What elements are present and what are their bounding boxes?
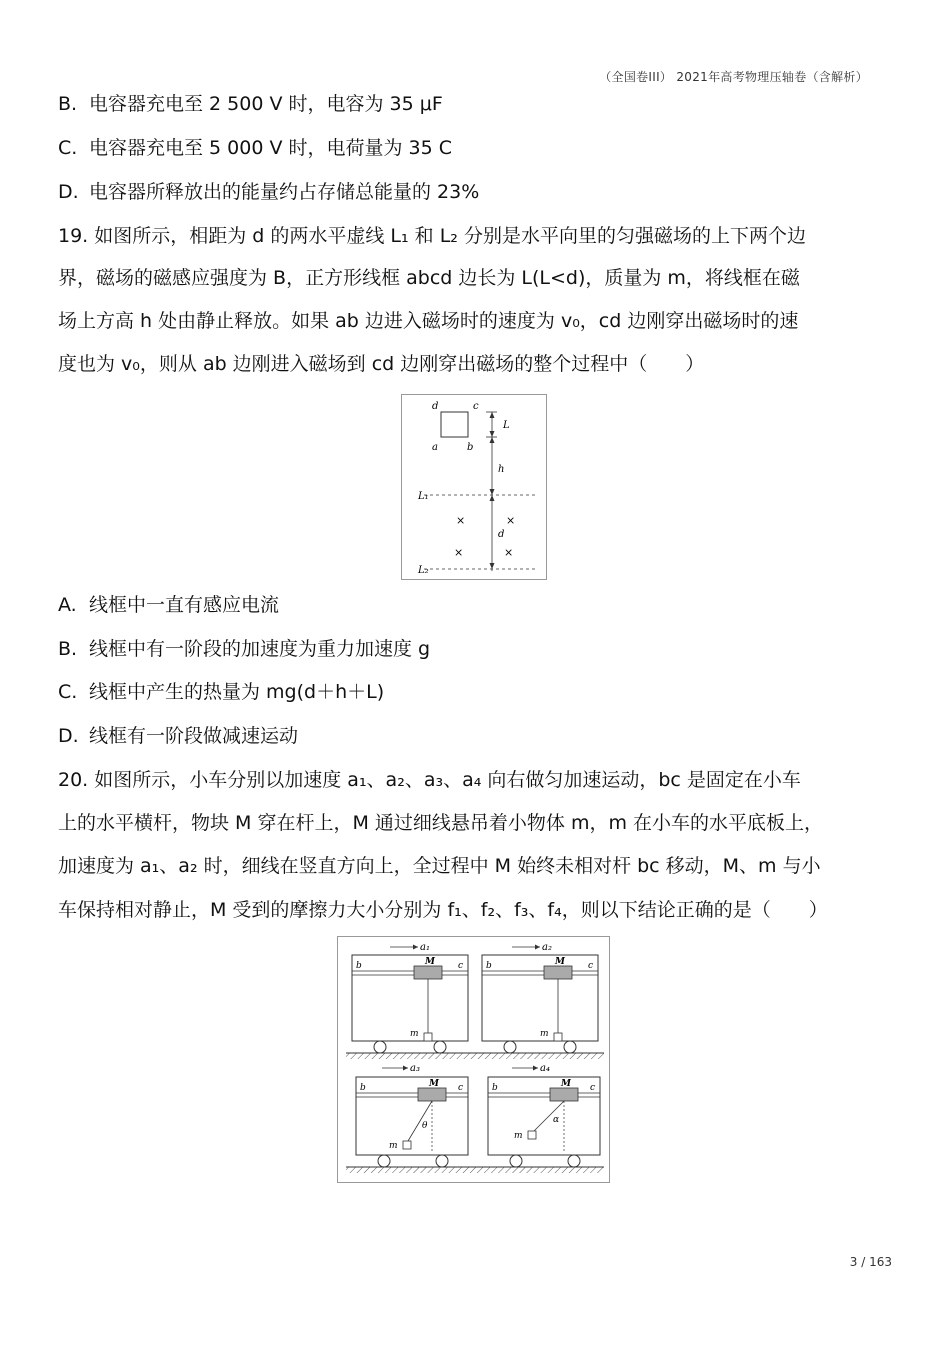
wheel [564, 1041, 576, 1053]
q20-stem-line-3: 加速度为 a₁、a₂ 时，细线在竖直方向上，全过程中 M 始终未相对杆 bc 移动，M、m 与小 [58, 855, 821, 877]
page-number: 3 / 163 [849, 1255, 892, 1269]
acceleration-label: a₄ [540, 1063, 550, 1074]
q18-option-d [58, 180, 479, 204]
wheel [568, 1155, 580, 1167]
q20-stem-line-1: 20. 如图所示，小车分别以加速度 a₁、a₂、a₃、a₄ 向右做匀加速运动，bc 是固定在小车 [58, 769, 801, 791]
option-letter: B. [58, 93, 78, 115]
cart-panel-2 [482, 942, 598, 1053]
arrow-up-icon [490, 495, 495, 501]
q20-stem-line-2: 上的水平横杆，物块 M 穿在杆上，M 通过细线悬吊着小物体 m，m 在小车的水平底板上， [58, 812, 824, 834]
cart-diagrams [338, 937, 609, 1182]
alpha-label: α [553, 1115, 560, 1125]
option-text: 线框有一阶段做减速运动 [89, 725, 299, 747]
q19-option-d [58, 724, 298, 748]
acceleration-label: a₃ [410, 1063, 420, 1074]
option-text: 电容器充电至 2 500 V 时，电容为 35 μF [89, 93, 443, 115]
wheel [436, 1155, 448, 1167]
option-letter: D. [58, 725, 79, 747]
arrow-right-icon [535, 945, 540, 950]
square-loop [441, 412, 468, 437]
q19-option-a [58, 593, 279, 617]
L1-label: L₁ [418, 491, 429, 502]
field-cross-mark: × [504, 546, 514, 559]
block-M [414, 966, 442, 979]
option-text: 电容器所释放出的能量约占存储总能量的 23% [89, 181, 480, 203]
arrow-down-icon [490, 431, 495, 437]
M-label: M [429, 1079, 439, 1089]
option-text: 电容器充电至 5 000 V 时，电荷量为 35 C [89, 137, 453, 159]
arrow-up-icon [490, 437, 495, 443]
q20-stem-line-4: 车保持相对静止，M 受到的摩擦力大小分别为 f₁、f₂、f₃、f₄，则以下结论正确的是（ ） [58, 899, 828, 921]
block-M [418, 1088, 446, 1101]
option-text: 线框中产生的热量为 mg(d＋h＋L) [89, 681, 385, 703]
c-label: c [458, 1083, 464, 1093]
arrow-right-icon [403, 1066, 408, 1071]
field-cross-mark: × [506, 514, 516, 527]
b-label: b [360, 1083, 366, 1093]
cart-body [356, 1077, 468, 1155]
cart-panel-3 [356, 1063, 468, 1167]
wheel [374, 1041, 386, 1053]
option-letter: D. [58, 181, 79, 203]
q19-figure [401, 394, 547, 580]
block-M [550, 1088, 578, 1101]
wheel [504, 1041, 516, 1053]
arrow-down-icon [490, 489, 495, 495]
c-label: c [590, 1083, 596, 1093]
theta-label: θ [422, 1121, 428, 1131]
field-cross-mark: × [456, 514, 466, 527]
option-letter: C. [58, 681, 78, 703]
q18-option-b [58, 92, 443, 116]
q19-stem-line-1: 19. 如图所示，相距为 d 的两水平虚线 L₁ 和 L₂ 分别是水平向里的匀强磁场的上下两个边 [58, 225, 806, 247]
object-m [424, 1033, 432, 1041]
acceleration-label: a₂ [542, 942, 552, 953]
m-label: m [389, 1141, 398, 1151]
c-label: c [458, 961, 464, 971]
q19-option-c [58, 680, 384, 704]
L-label: L [503, 420, 510, 431]
ground-hatching [346, 1053, 604, 1059]
magnetic-field-diagram [402, 395, 546, 579]
h-label: h [498, 464, 505, 475]
option-text: 线框中有一阶段的加速度为重力加速度 g [89, 638, 431, 660]
q19-stem-line-4: 度也为 v₀，则从 ab 边刚进入磁场到 cd 边刚穿出磁场的整个过程中（ ） [58, 353, 705, 375]
option-letter: A. [58, 594, 77, 616]
string [534, 1101, 564, 1131]
corner-b-label: b [467, 442, 474, 453]
wheel [434, 1041, 446, 1053]
corner-d-label: d [432, 401, 439, 412]
wheel [378, 1155, 390, 1167]
q19-stem-line-2: 界，磁场的磁感应强度为 B，正方形线框 abcd 边长为 L(L<d)，质量为 m，将线框在磁 [58, 267, 800, 289]
m-label: m [410, 1029, 419, 1039]
q18-option-c [58, 136, 452, 160]
corner-c-label: c [473, 401, 479, 412]
arrow-down-icon [490, 563, 495, 569]
M-label: M [555, 957, 565, 967]
corner-a-label: a [432, 442, 438, 453]
option-text: 线框中一直有感应电流 [89, 594, 280, 616]
arrow-right-icon [533, 1066, 538, 1071]
cart-body [488, 1077, 600, 1155]
string [408, 1101, 432, 1141]
q20-figure [337, 936, 610, 1183]
document-header: （全国卷III） 2021年高考物理压轴卷（含解析） [599, 70, 868, 84]
block-M [544, 966, 572, 979]
arrow-right-icon [413, 945, 418, 950]
q19-stem-line-3: 场上方高 h 处由静止释放。如果 ab 边进入磁场时的速度为 v₀，cd 边刚穿出磁场时的速 [58, 310, 799, 332]
m-label: m [540, 1029, 549, 1039]
acceleration-label: a₁ [420, 942, 430, 953]
object-m [403, 1141, 411, 1149]
ground-hatching [346, 1167, 604, 1173]
q19-option-b [58, 637, 430, 661]
option-letter: C. [58, 137, 78, 159]
object-m [554, 1033, 562, 1041]
m-label: m [514, 1131, 523, 1141]
arrow-up-icon [490, 412, 495, 418]
object-m [528, 1131, 536, 1139]
b-label: b [486, 961, 492, 971]
c-label: c [588, 961, 594, 971]
b-label: b [356, 961, 362, 971]
b-label: b [492, 1083, 498, 1093]
wheel [510, 1155, 522, 1167]
field-cross-mark: × [454, 546, 464, 559]
M-label: M [425, 957, 435, 967]
L2-label: L₂ [418, 565, 429, 576]
d-label: d [498, 529, 505, 540]
option-letter: B. [58, 638, 78, 660]
cart-panel-4 [488, 1063, 600, 1167]
M-label: M [561, 1079, 571, 1089]
cart-panel-1 [352, 942, 468, 1053]
